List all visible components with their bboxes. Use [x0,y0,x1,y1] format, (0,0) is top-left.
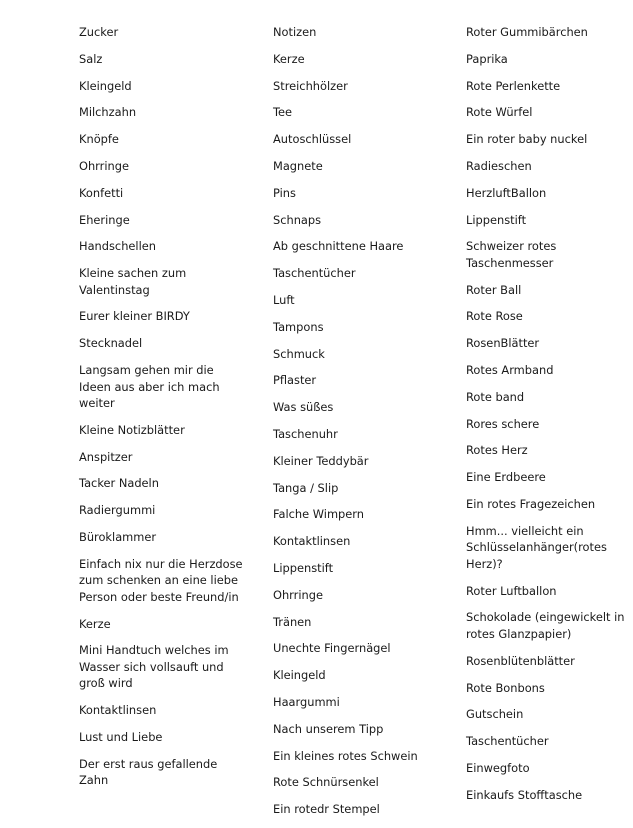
list-item: Der erst raus gefallende Zahn [79,756,218,788]
list-column-2 [273,24,445,828]
list-item: Unechte Fingernägel [273,641,391,656]
list-item: Rote Schnürsenkel [273,775,379,790]
list-item: Autoschlüssel [273,132,352,147]
list-item: Was süßes [273,400,334,415]
list-item: Rotes Herz [466,443,528,458]
list-item: Gutschein [466,707,524,722]
list-item: Tanga / Slip [273,480,339,495]
list-item: Magnete [273,158,323,173]
list-item: Paprika [466,51,508,66]
list-item: Kleingeld [79,78,132,93]
list-item: Ein rotedr Stempel [273,802,380,817]
list-item: Ab geschnittene Haare [273,239,404,254]
list-item: Lippenstift [466,212,527,227]
list-item: Einwegfoto [466,760,530,775]
list-item: Kleine Notizblätter [79,422,185,437]
list-item: Rote Rose [466,309,523,324]
list-item: Ohrringe [79,158,129,173]
list-item: Milchzahn [79,105,137,120]
list-item: Büroklammer [79,530,157,545]
list-item: Tee [273,105,293,120]
list-item: Stecknadel [79,336,143,351]
list-item: Haargummi [273,694,340,709]
list-item: Kleine sachen zum Valentinstag [79,266,187,297]
list-item: Lust und Liebe [79,730,163,745]
list-item: Tränen [273,614,312,629]
list-item: Handschellen [79,239,156,254]
list-item: Zucker [79,25,119,39]
list-item: Kerze [273,51,305,66]
list-item: Nach unserem Tipp [273,721,384,736]
list-item: Anspitzer [79,449,133,464]
list-item: Kontaktlinsen [79,703,157,718]
list-item: Rote Bonbons [466,680,545,695]
list-item: Knöpfe [79,132,119,147]
list-item: Konfetti [79,185,124,200]
list-item: HerzluftBallon [466,185,547,200]
list-item: Kleingeld [273,668,326,683]
list-item: Falche Wimpern [273,507,364,522]
list-item: Kleiner Teddybär [273,453,369,468]
list-item: Kontaktlinsen [273,534,351,549]
list-item: Taschentücher [273,266,356,281]
list-item: Rote Würfel [466,105,533,120]
list-item: Ein rotes Fragezeichen [466,497,596,512]
list-item: Hmm... vielleicht ein Schlüsselanhänger(rotes Herz)? [466,523,607,571]
list-item: Eheringe [79,212,130,227]
list-item: Rotes Armband [466,363,554,378]
list-item: Roter Luftballon [466,583,557,598]
list-item: Luft [273,292,295,307]
list-item: Lippenstift [273,560,334,575]
list-item: Ein kleines rotes Schwein [273,748,418,763]
list-item: Eurer kleiner BIRDY [79,309,190,324]
list-item: Einfach nix nur die Herzdose zum schenken an eine liebe Person oder beste Freund/in [79,556,243,604]
list-item: Schnaps [273,212,322,227]
list-item: Streichhölzer [273,78,348,93]
list-item: Pflaster [273,373,317,388]
list-item: RosenBlätter [466,336,540,351]
list-item: Einkaufs Stofftasche [466,787,583,802]
list-item: Taschentücher [466,734,549,749]
list-item: Ein roter baby nuckel [466,132,588,147]
list-item: Roter Ball [466,282,522,297]
list-item: Rote Perlenkette [466,78,561,93]
list-item: Radieschen [466,158,532,173]
list-item: Radiergummi [79,503,156,518]
list-item: Tacker Nadeln [79,476,159,491]
list-item: Taschenuhr [273,426,338,441]
list-item: Notizen [273,25,317,39]
list-item: Kerze [79,616,111,631]
list-item: Rores schere [466,416,540,431]
list-column-1 [79,24,249,799]
list-column-3 [466,24,628,814]
list-item: Rosenblütenblätter [466,653,575,668]
list-item: Schweizer rotes Taschenmesser [466,239,557,270]
list-item: Eine Erdbeere [466,470,546,485]
list-item: Schmuck [273,346,325,361]
list-item: Mini Handtuch welches im Wasser sich vollsauft und groß wird [79,643,229,691]
list-item: Roter Gummibärchen [466,25,588,39]
list-item: Schokolade (eingewickelt in rotes Glanzpapier) [466,610,625,641]
list-item: Salz [79,51,103,66]
list-item: Pins [273,185,296,200]
list-item: Rote band [466,389,525,404]
list-item: Langsam gehen mir die Ideen aus aber ich mach weiter [79,363,220,411]
list-item: Ohrringe [273,587,323,602]
list-item: Tampons [273,319,324,334]
